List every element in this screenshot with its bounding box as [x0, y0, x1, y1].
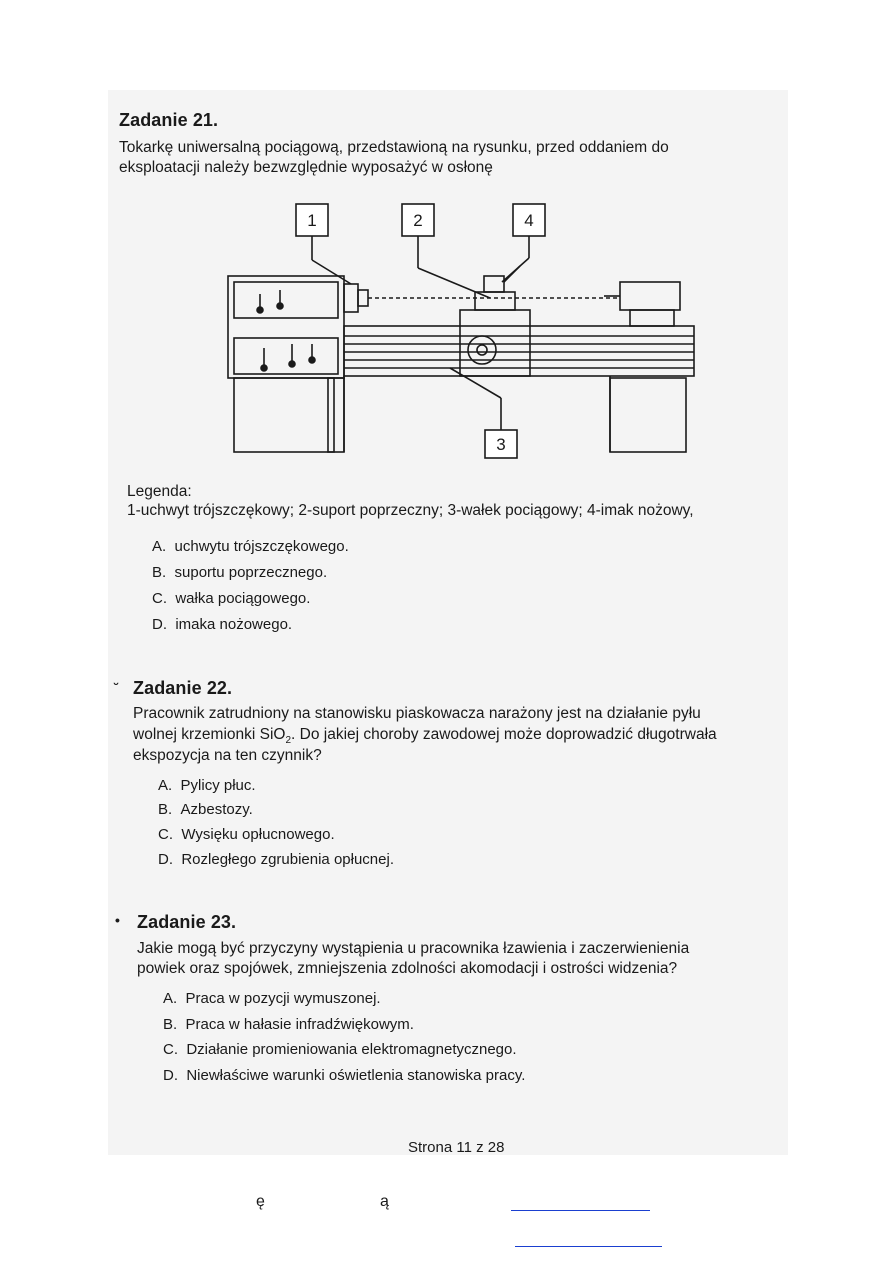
- task22-option-c: C. Wysięku opłucnowego.: [158, 826, 335, 843]
- task22-option-b: B. Azbestozy.: [158, 801, 253, 818]
- task22-line3: ekspozycja na ten czynnik?: [133, 747, 322, 764]
- callout-4: 4: [524, 211, 534, 230]
- legend-title: Legenda:: [127, 483, 192, 500]
- lathe-diagram: [220, 198, 700, 460]
- callout-2: 2: [413, 211, 423, 230]
- task23-option-c: C. Działanie promieniowania elektromagnetycznego.: [163, 1041, 517, 1058]
- task23-line2: powiek oraz spojówek, zmniejszenia zdolności akomodacji i ostrości widzenia?: [137, 960, 678, 977]
- task23-option-a: A. Praca w pozycji wymuszonej.: [163, 990, 381, 1007]
- task23-line1: Jakie mogą być przyczyny wystąpienia u pracownika łzawienia i zaczerwienienia: [137, 940, 690, 957]
- task22-option-d: D. Rozległego zgrubienia opłucnej.: [158, 851, 394, 868]
- footer-char-e: ę: [256, 1193, 265, 1210]
- task22-line2: wolnej krzemionki SiO$_2$. Do jakiej choroby zawodowej może doprowadzić długotrwała: [133, 726, 717, 747]
- task21-line2: eksploatacji należy bezwzględnie wyposażyć w osłonę: [119, 159, 493, 176]
- footer-link-1[interactable]: [511, 1210, 650, 1211]
- legend-text: 1-uchwyt trójszczękowy; 2-suport poprzeczny; 3-wałek pociągowy; 4-imak nożowy,: [127, 502, 694, 519]
- task21-heading: Zadanie 21.: [119, 110, 219, 130]
- footer-char-a: ą: [380, 1193, 389, 1210]
- task23-option-d: D. Niewłaściwe warunki oświetlenia stanowiska pracy.: [163, 1067, 526, 1084]
- page-number: Strona 11 z 28: [408, 1139, 505, 1156]
- callout-1: 1: [307, 211, 317, 230]
- task22-mark: ˘: [114, 680, 119, 696]
- task22-line1: Pracownik zatrudniony na stanowisku piaskowacza narażony jest na działanie pyłu: [133, 705, 701, 722]
- task21-option-c: C. wałka pociągowego.: [152, 590, 311, 607]
- task21-option-d: D. imaka nożowego.: [152, 616, 293, 633]
- task23-heading: Zadanie 23.: [137, 912, 237, 932]
- task23-option-b: B. Praca w hałasie infradźwiękowym.: [163, 1016, 414, 1033]
- task22-option-a: A. Pylicy płuc.: [158, 777, 256, 794]
- callout-3: 3: [496, 435, 506, 454]
- task21-line1: Tokarkę uniwersalną pociągową, przedstawioną na rysunku, przed oddaniem do: [119, 139, 669, 156]
- task23-mark: •: [115, 912, 120, 928]
- task21-option-b: B. suportu poprzecznego.: [152, 564, 328, 581]
- footer-link-2[interactable]: [515, 1246, 662, 1247]
- task21-option-a: A. uchwytu trójszczękowego.: [152, 538, 349, 555]
- task22-heading: Zadanie 22.: [133, 678, 233, 698]
